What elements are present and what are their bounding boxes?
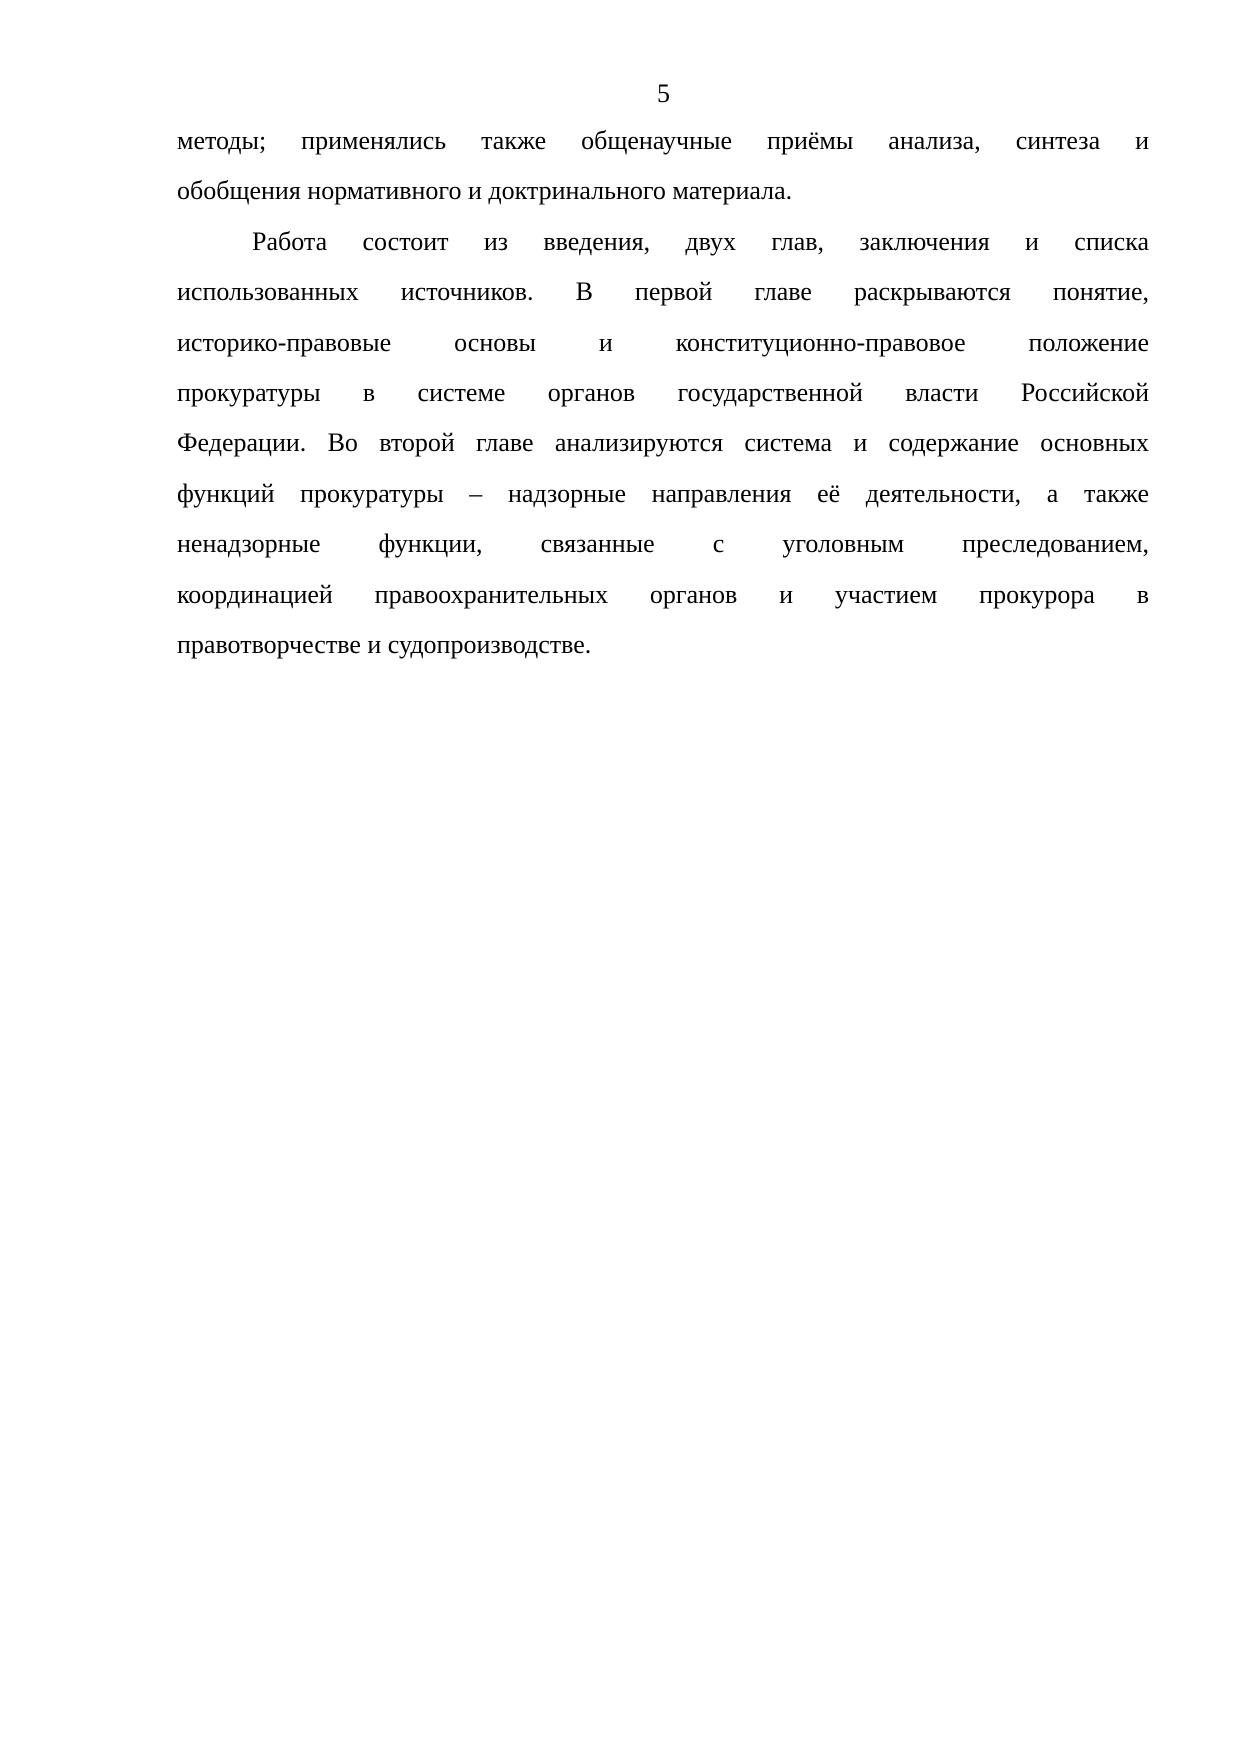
text-line: ненадзорные функции, связанные с уголовным преследованием, [177,529,1149,559]
text-line: историко-правовые основы и конституционно-правовое положение [177,327,1149,357]
paragraph-2 [177,217,1149,671]
text-line: Работа состоит из введения, двух глав, заключения и списка [252,226,1149,256]
text-line: Федерации. Во второй главе анализируются система и содержание основных [177,428,1149,458]
paragraph-1 [177,116,1149,217]
page-number: 5 [657,79,670,108]
text-line: правотворчестве и судопроизводстве. [177,629,592,659]
text-line: прокуратуры в системе органов государственной власти Российской [177,377,1149,407]
text-line: функций прокуратуры – надзорные направления её деятельности, а также [177,478,1149,508]
page-body [177,116,1149,670]
text-line: координацией правоохранительных органов и участием прокурора в [177,579,1149,609]
text-line: обобщения нормативного и доктринального материала. [177,176,793,206]
text-line: использованных источников. В первой главе раскрываются понятие, [177,277,1149,307]
text-line: методы; применялись также общенаучные приёмы анализа, синтеза и [177,126,1149,155]
